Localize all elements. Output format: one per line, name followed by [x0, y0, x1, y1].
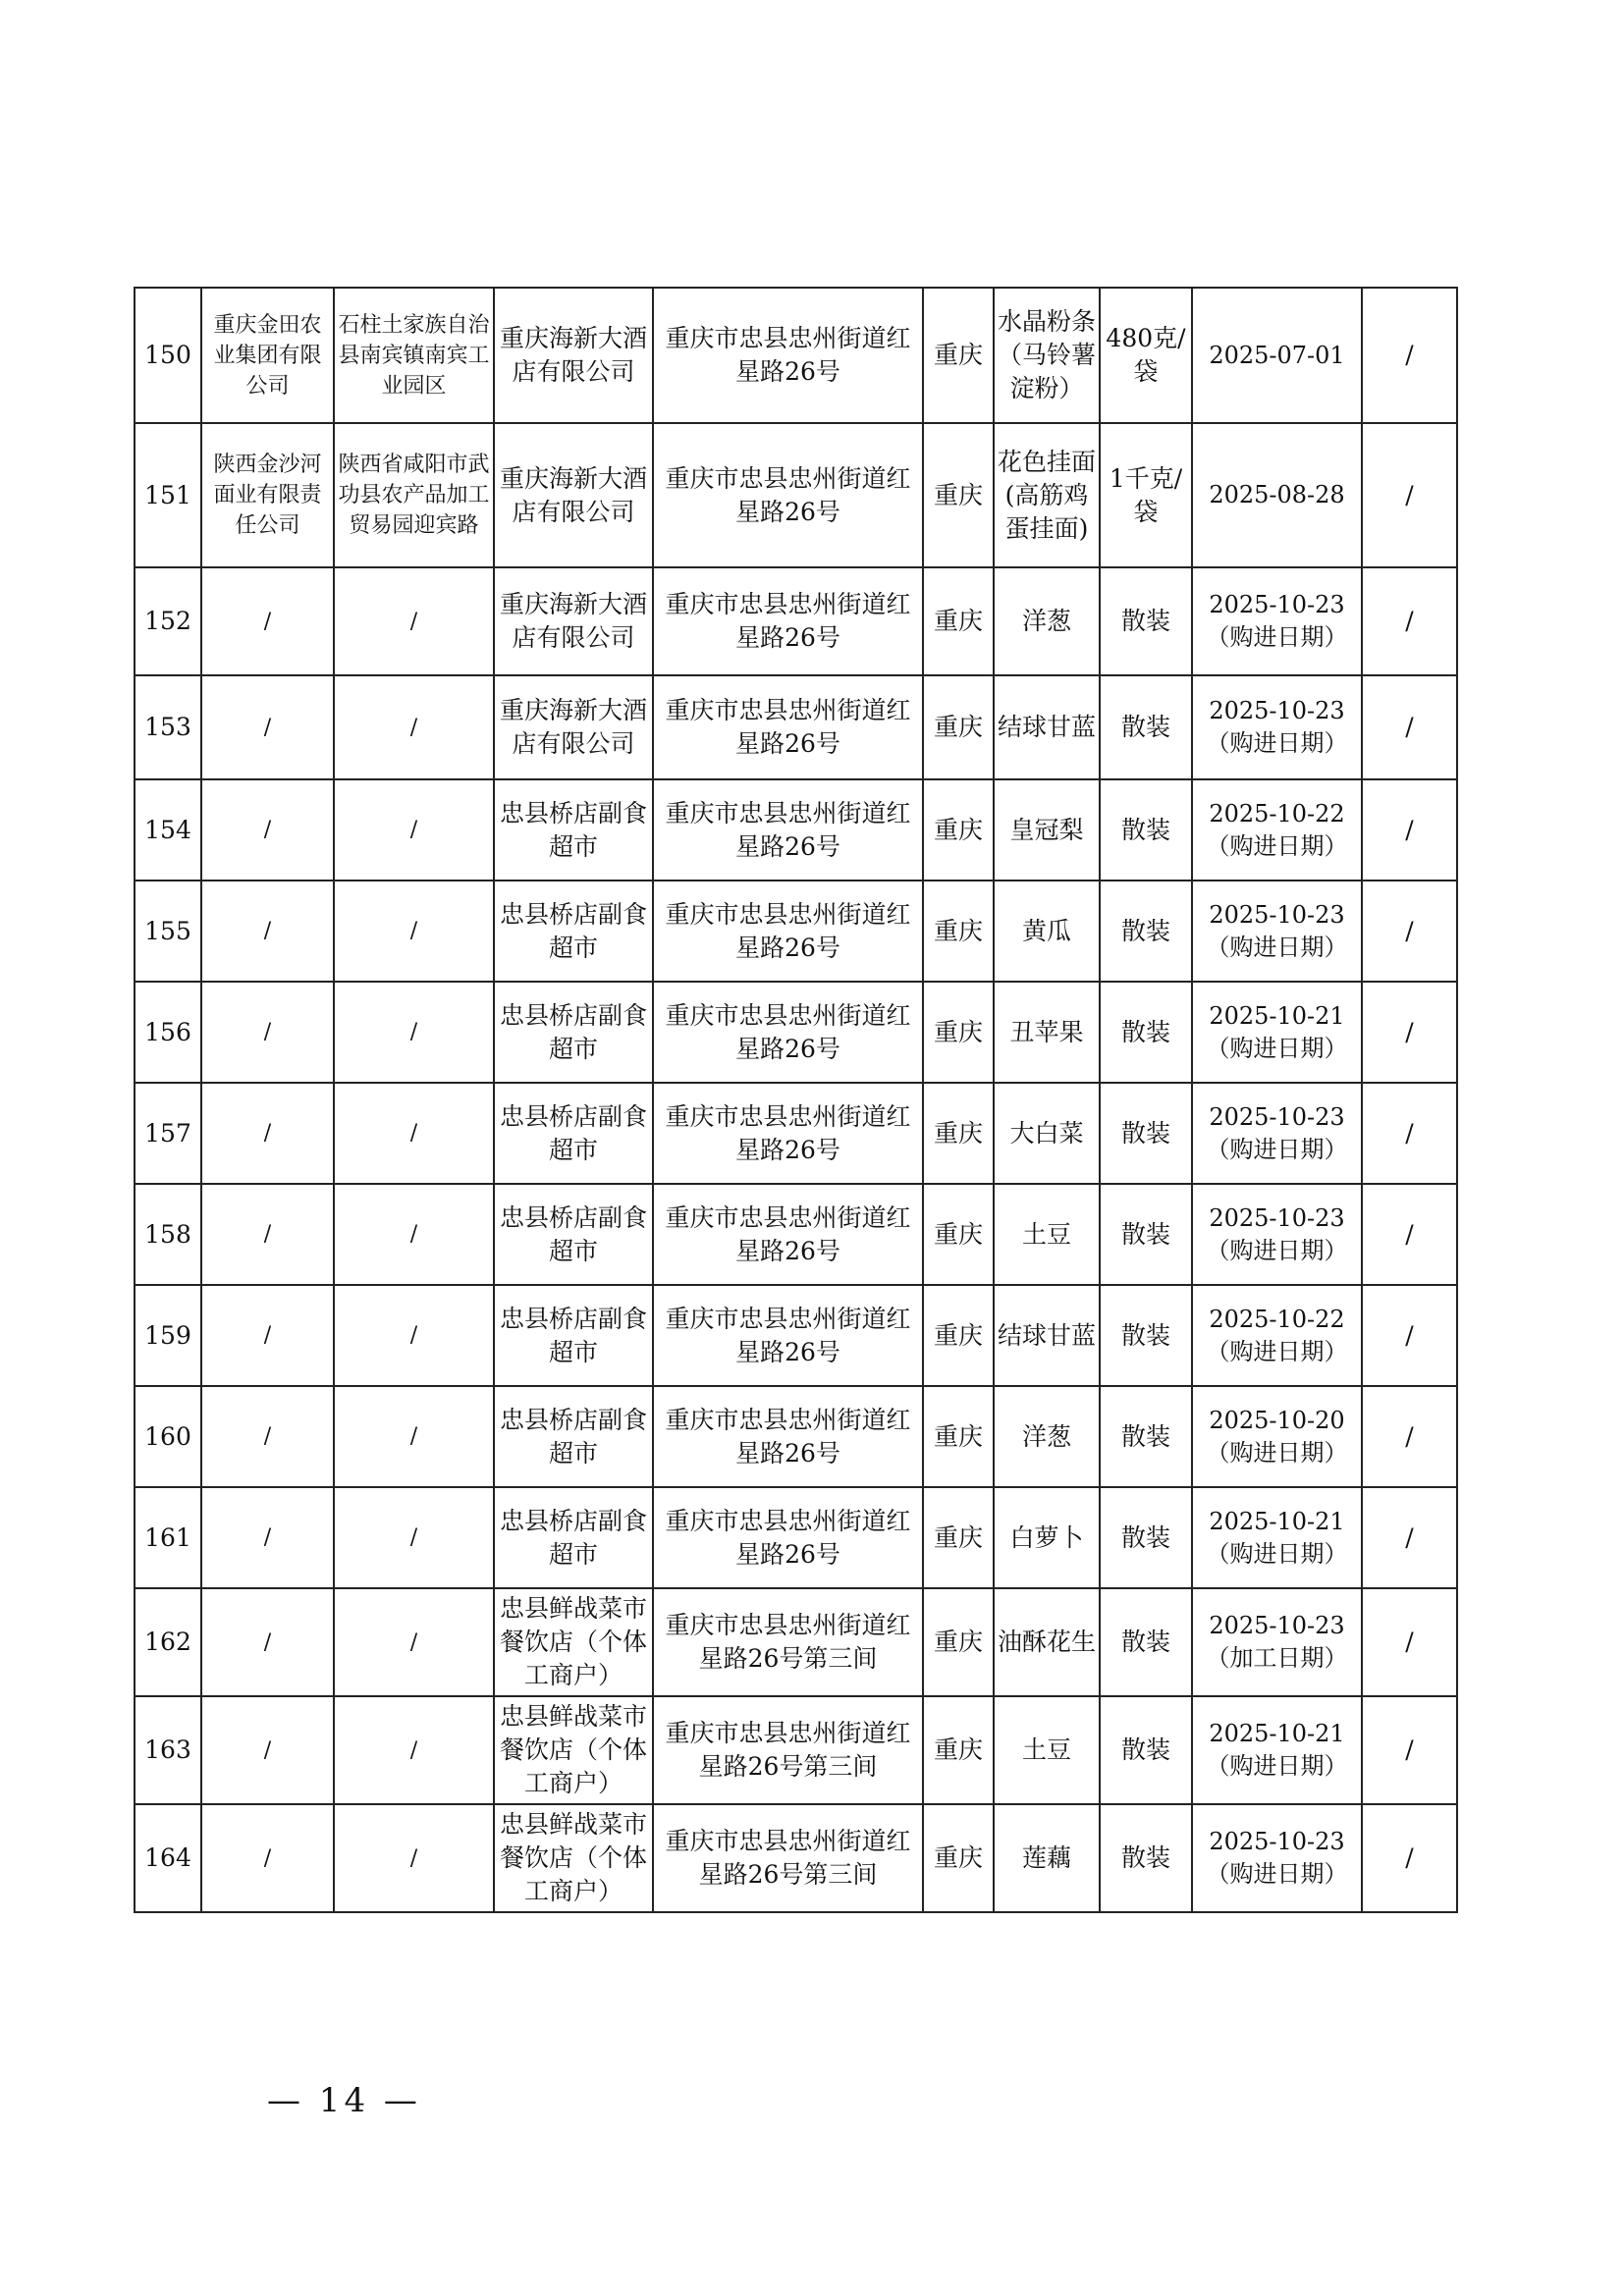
date-note: （购进日期） [1206, 1135, 1348, 1163]
product-name-cell: 水晶粉条（马铃薯淀粉） [994, 288, 1100, 423]
sampled-unit-address-cell: 重庆市忠县忠州街道红星路26号 [653, 675, 923, 779]
remark-cell: / [1362, 982, 1457, 1083]
sampled-unit-address-cell: 重庆市忠县忠州街道红星路26号 [653, 1285, 923, 1386]
manufacturer-name-cell: / [201, 567, 334, 675]
row-number-cell: 154 [135, 779, 201, 881]
sampled-unit-address-cell: 重庆市忠县忠州街道红星路26号 [653, 1184, 923, 1285]
sampled-unit-address-cell: 重庆市忠县忠州街道红星路26号第三间 [653, 1804, 923, 1912]
production-date-cell [1192, 881, 1362, 982]
remark-cell: / [1362, 675, 1457, 779]
sampled-unit-address-cell: 重庆市忠县忠州街道红星路26号 [653, 982, 923, 1083]
inspection-results-table [134, 287, 1458, 1913]
sampled-unit-name-cell: 忠县鲜战菜市餐饮店（个体工商户） [494, 1804, 653, 1912]
table-row [135, 1386, 1457, 1487]
product-name-cell: 油酥花生 [994, 1588, 1100, 1696]
product-spec-cell: 散装 [1100, 1588, 1192, 1696]
remark-cell: / [1362, 1285, 1457, 1386]
table-row [135, 1184, 1457, 1285]
product-spec-cell: 散装 [1100, 1696, 1192, 1804]
remark-cell: / [1362, 1083, 1457, 1184]
sampled-unit-address-cell: 重庆市忠县忠州街道红星路26号 [653, 288, 923, 423]
date-value: 2025-10-23 [1209, 697, 1345, 724]
remark-cell: / [1362, 1184, 1457, 1285]
page-number: — 14 — [267, 2081, 421, 2120]
manufacturer-address-cell: 陕西省咸阳市武功县农产品加工贸易园迎宾路 [334, 423, 494, 567]
manufacturer-name-cell: / [201, 1083, 334, 1184]
date-note: （购进日期） [1206, 831, 1348, 860]
product-spec-cell: 散装 [1100, 1487, 1192, 1588]
production-date-cell [1192, 1804, 1362, 1912]
manufacturer-address-cell: / [334, 1804, 494, 1912]
table-row [135, 881, 1457, 982]
manufacturer-name-cell: / [201, 1285, 334, 1386]
sampled-unit-address-cell: 重庆市忠县忠州街道红星路26号 [653, 1083, 923, 1184]
manufacturer-name-cell: 陕西金沙河面业有限责任公司 [201, 423, 334, 567]
remark-cell: / [1362, 288, 1457, 423]
date-note: （购进日期） [1206, 1034, 1348, 1062]
date-note: （购进日期） [1206, 1860, 1348, 1888]
manufacturer-name-cell: 重庆金田农业集团有限公司 [201, 288, 334, 423]
province-cell: 重庆 [923, 1083, 994, 1184]
manufacturer-name-cell: / [201, 1804, 334, 1912]
product-name-cell: 土豆 [994, 1184, 1100, 1285]
province-cell: 重庆 [923, 1487, 994, 1588]
product-spec-cell: 散装 [1100, 567, 1192, 675]
date-value: 2025-10-20 [1209, 1406, 1345, 1434]
product-spec-cell: 散装 [1100, 1083, 1192, 1184]
product-name-cell: 洋葱 [994, 1386, 1100, 1487]
production-date-cell [1192, 567, 1362, 675]
product-spec-cell: 散装 [1100, 1386, 1192, 1487]
sampled-unit-name-cell: 忠县桥店副食超市 [494, 881, 653, 982]
manufacturer-address-cell: / [334, 1487, 494, 1588]
table-row [135, 1487, 1457, 1588]
table-row [135, 423, 1457, 567]
date-value: 2025-10-23 [1209, 1203, 1345, 1232]
manufacturer-address-cell: 石柱土家族自治县南宾镇南宾工业园区 [334, 288, 494, 423]
remark-cell: / [1362, 1588, 1457, 1696]
remark-cell: / [1362, 567, 1457, 675]
product-name-cell: 莲藕 [994, 1804, 1100, 1912]
province-cell: 重庆 [923, 1285, 994, 1386]
product-spec-cell: 散装 [1100, 675, 1192, 779]
production-date-cell [1192, 1487, 1362, 1588]
table-row [135, 1588, 1457, 1696]
sampled-unit-address-cell: 重庆市忠县忠州街道红星路26号 [653, 423, 923, 567]
production-date-cell [1192, 1285, 1362, 1386]
sampled-unit-address-cell: 重庆市忠县忠州街道红星路26号第三间 [653, 1696, 923, 1804]
manufacturer-name-cell: / [201, 1184, 334, 1285]
date-value: 2025-10-21 [1209, 1001, 1345, 1030]
date-note: （购进日期） [1206, 623, 1348, 651]
row-number-cell: 159 [135, 1285, 201, 1386]
date-value: 2025-10-23 [1209, 1102, 1345, 1131]
product-name-cell: 花色挂面(高筋鸡蛋挂面) [994, 423, 1100, 567]
remark-cell: / [1362, 1804, 1457, 1912]
sampled-unit-address-cell: 重庆市忠县忠州街道红星路26号 [653, 1386, 923, 1487]
row-number-cell: 160 [135, 1386, 201, 1487]
product-name-cell: 皇冠梨 [994, 779, 1100, 881]
table-row [135, 779, 1457, 881]
date-note: （购进日期） [1206, 1539, 1348, 1568]
date-value: 2025-10-21 [1209, 1720, 1345, 1747]
remark-cell: / [1362, 779, 1457, 881]
sampled-unit-address-cell: 重庆市忠县忠州街道红星路26号第三间 [653, 1588, 923, 1696]
production-date-cell [1192, 1184, 1362, 1285]
sampled-unit-name-cell: 忠县桥店副食超市 [494, 1386, 653, 1487]
sampled-unit-name-cell: 忠县桥店副食超市 [494, 1285, 653, 1386]
sampled-unit-name-cell: 重庆海新大酒店有限公司 [494, 675, 653, 779]
sampled-unit-address-cell: 重庆市忠县忠州街道红星路26号 [653, 779, 923, 881]
province-cell: 重庆 [923, 881, 994, 982]
production-date-cell [1192, 1588, 1362, 1696]
row-number-cell: 153 [135, 675, 201, 779]
date-value: 2025-07-01 [1209, 341, 1345, 369]
remark-cell: / [1362, 1386, 1457, 1487]
manufacturer-name-cell: / [201, 982, 334, 1083]
production-date-cell [1192, 982, 1362, 1083]
province-cell: 重庆 [923, 1184, 994, 1285]
province-cell: 重庆 [923, 1386, 994, 1487]
date-note: （加工日期） [1206, 1644, 1348, 1672]
manufacturer-address-cell: / [334, 1083, 494, 1184]
product-spec-cell: 散装 [1100, 1184, 1192, 1285]
table-row [135, 1083, 1457, 1184]
date-value: 2025-10-22 [1209, 1305, 1345, 1333]
sampled-unit-name-cell: 忠县鲜战菜市餐饮店（个体工商户） [494, 1588, 653, 1696]
production-date-cell [1192, 675, 1362, 779]
product-name-cell: 大白菜 [994, 1083, 1100, 1184]
manufacturer-address-cell: / [334, 881, 494, 982]
production-date-cell [1192, 288, 1362, 423]
product-spec-cell: 散装 [1100, 1285, 1192, 1386]
row-number-cell: 158 [135, 1184, 201, 1285]
product-name-cell: 丑苹果 [994, 982, 1100, 1083]
production-date-cell [1192, 1386, 1362, 1487]
manufacturer-address-cell: / [334, 1184, 494, 1285]
product-spec-cell: 480克/袋 [1100, 288, 1192, 423]
sampled-unit-name-cell: 忠县桥店副食超市 [494, 1487, 653, 1588]
remark-cell: / [1362, 1487, 1457, 1588]
manufacturer-address-cell: / [334, 1285, 494, 1386]
sampled-unit-address-cell: 重庆市忠县忠州街道红星路26号 [653, 881, 923, 982]
table-row [135, 1696, 1457, 1804]
row-number-cell: 155 [135, 881, 201, 982]
province-cell: 重庆 [923, 675, 994, 779]
manufacturer-address-cell: / [334, 675, 494, 779]
production-date-cell [1192, 423, 1362, 567]
date-note: （购进日期） [1206, 933, 1348, 961]
product-name-cell: 结球甘蓝 [994, 1285, 1100, 1386]
row-number-cell: 151 [135, 423, 201, 567]
row-number-cell: 152 [135, 567, 201, 675]
table-row [135, 567, 1457, 675]
sampled-unit-name-cell: 重庆海新大酒店有限公司 [494, 423, 653, 567]
sampled-unit-address-cell: 重庆市忠县忠州街道红星路26号 [653, 567, 923, 675]
row-number-cell: 162 [135, 1588, 201, 1696]
manufacturer-name-cell: / [201, 675, 334, 779]
product-name-cell: 洋葱 [994, 567, 1100, 675]
product-spec-cell: 散装 [1100, 881, 1192, 982]
table-row [135, 675, 1457, 779]
province-cell: 重庆 [923, 567, 994, 675]
product-spec-cell: 散装 [1100, 1804, 1192, 1912]
province-cell: 重庆 [923, 1804, 994, 1912]
date-value: 2025-10-23 [1209, 1612, 1345, 1639]
province-cell: 重庆 [923, 1588, 994, 1696]
table-row [135, 1285, 1457, 1386]
date-note: （购进日期） [1206, 1337, 1348, 1365]
manufacturer-name-cell: / [201, 1386, 334, 1487]
date-note: （购进日期） [1206, 1438, 1348, 1467]
product-name-cell: 黄瓜 [994, 881, 1100, 982]
table-row [135, 982, 1457, 1083]
date-note: （购进日期） [1206, 729, 1348, 757]
row-number-cell: 157 [135, 1083, 201, 1184]
sampled-unit-address-cell: 重庆市忠县忠州街道红星路26号 [653, 1487, 923, 1588]
row-number-cell: 163 [135, 1696, 201, 1804]
remark-cell: / [1362, 881, 1457, 982]
date-note: （购进日期） [1206, 1236, 1348, 1264]
province-cell: 重庆 [923, 982, 994, 1083]
date-value: 2025-10-23 [1209, 591, 1345, 618]
product-name-cell: 白萝卜 [994, 1487, 1100, 1588]
product-name-cell: 结球甘蓝 [994, 675, 1100, 779]
date-value: 2025-10-21 [1209, 1507, 1345, 1535]
table-row [135, 1804, 1457, 1912]
row-number-cell: 150 [135, 288, 201, 423]
manufacturer-name-cell: / [201, 881, 334, 982]
sampled-unit-name-cell: 重庆海新大酒店有限公司 [494, 567, 653, 675]
production-date-cell [1192, 1696, 1362, 1804]
manufacturer-name-cell: / [201, 1487, 334, 1588]
remark-cell: / [1362, 1696, 1457, 1804]
row-number-cell: 156 [135, 982, 201, 1083]
sampled-unit-name-cell: 忠县桥店副食超市 [494, 1184, 653, 1285]
manufacturer-address-cell: / [334, 779, 494, 881]
sampled-unit-name-cell: 忠县桥店副食超市 [494, 779, 653, 881]
manufacturer-name-cell: / [201, 1588, 334, 1696]
product-spec-cell: 散装 [1100, 982, 1192, 1083]
manufacturer-address-cell: / [334, 1386, 494, 1487]
manufacturer-address-cell: / [334, 982, 494, 1083]
sampled-unit-name-cell: 重庆海新大酒店有限公司 [494, 288, 653, 423]
row-number-cell: 164 [135, 1804, 201, 1912]
manufacturer-address-cell: / [334, 1696, 494, 1804]
manufacturer-address-cell: / [334, 567, 494, 675]
date-value: 2025-08-28 [1209, 481, 1345, 508]
province-cell: 重庆 [923, 1696, 994, 1804]
province-cell: 重庆 [923, 423, 994, 567]
table-body [135, 288, 1457, 1912]
product-name-cell: 土豆 [994, 1696, 1100, 1804]
province-cell: 重庆 [923, 288, 994, 423]
remark-cell: / [1362, 423, 1457, 567]
sampled-unit-name-cell: 忠县桥店副食超市 [494, 1083, 653, 1184]
product-spec-cell: 散装 [1100, 779, 1192, 881]
date-value: 2025-10-23 [1209, 900, 1345, 929]
manufacturer-name-cell: / [201, 1696, 334, 1804]
product-spec-cell: 1千克/袋 [1100, 423, 1192, 567]
province-cell: 重庆 [923, 779, 994, 881]
date-note: （购进日期） [1206, 1752, 1348, 1780]
table-row [135, 288, 1457, 423]
row-number-cell: 161 [135, 1487, 201, 1588]
date-value: 2025-10-22 [1209, 799, 1345, 828]
production-date-cell [1192, 779, 1362, 881]
production-date-cell [1192, 1083, 1362, 1184]
sampled-unit-name-cell: 忠县鲜战菜市餐饮店（个体工商户） [494, 1696, 653, 1804]
manufacturer-name-cell: / [201, 779, 334, 881]
sampled-unit-name-cell: 忠县桥店副食超市 [494, 982, 653, 1083]
date-value: 2025-10-23 [1209, 1828, 1345, 1855]
manufacturer-address-cell: / [334, 1588, 494, 1696]
